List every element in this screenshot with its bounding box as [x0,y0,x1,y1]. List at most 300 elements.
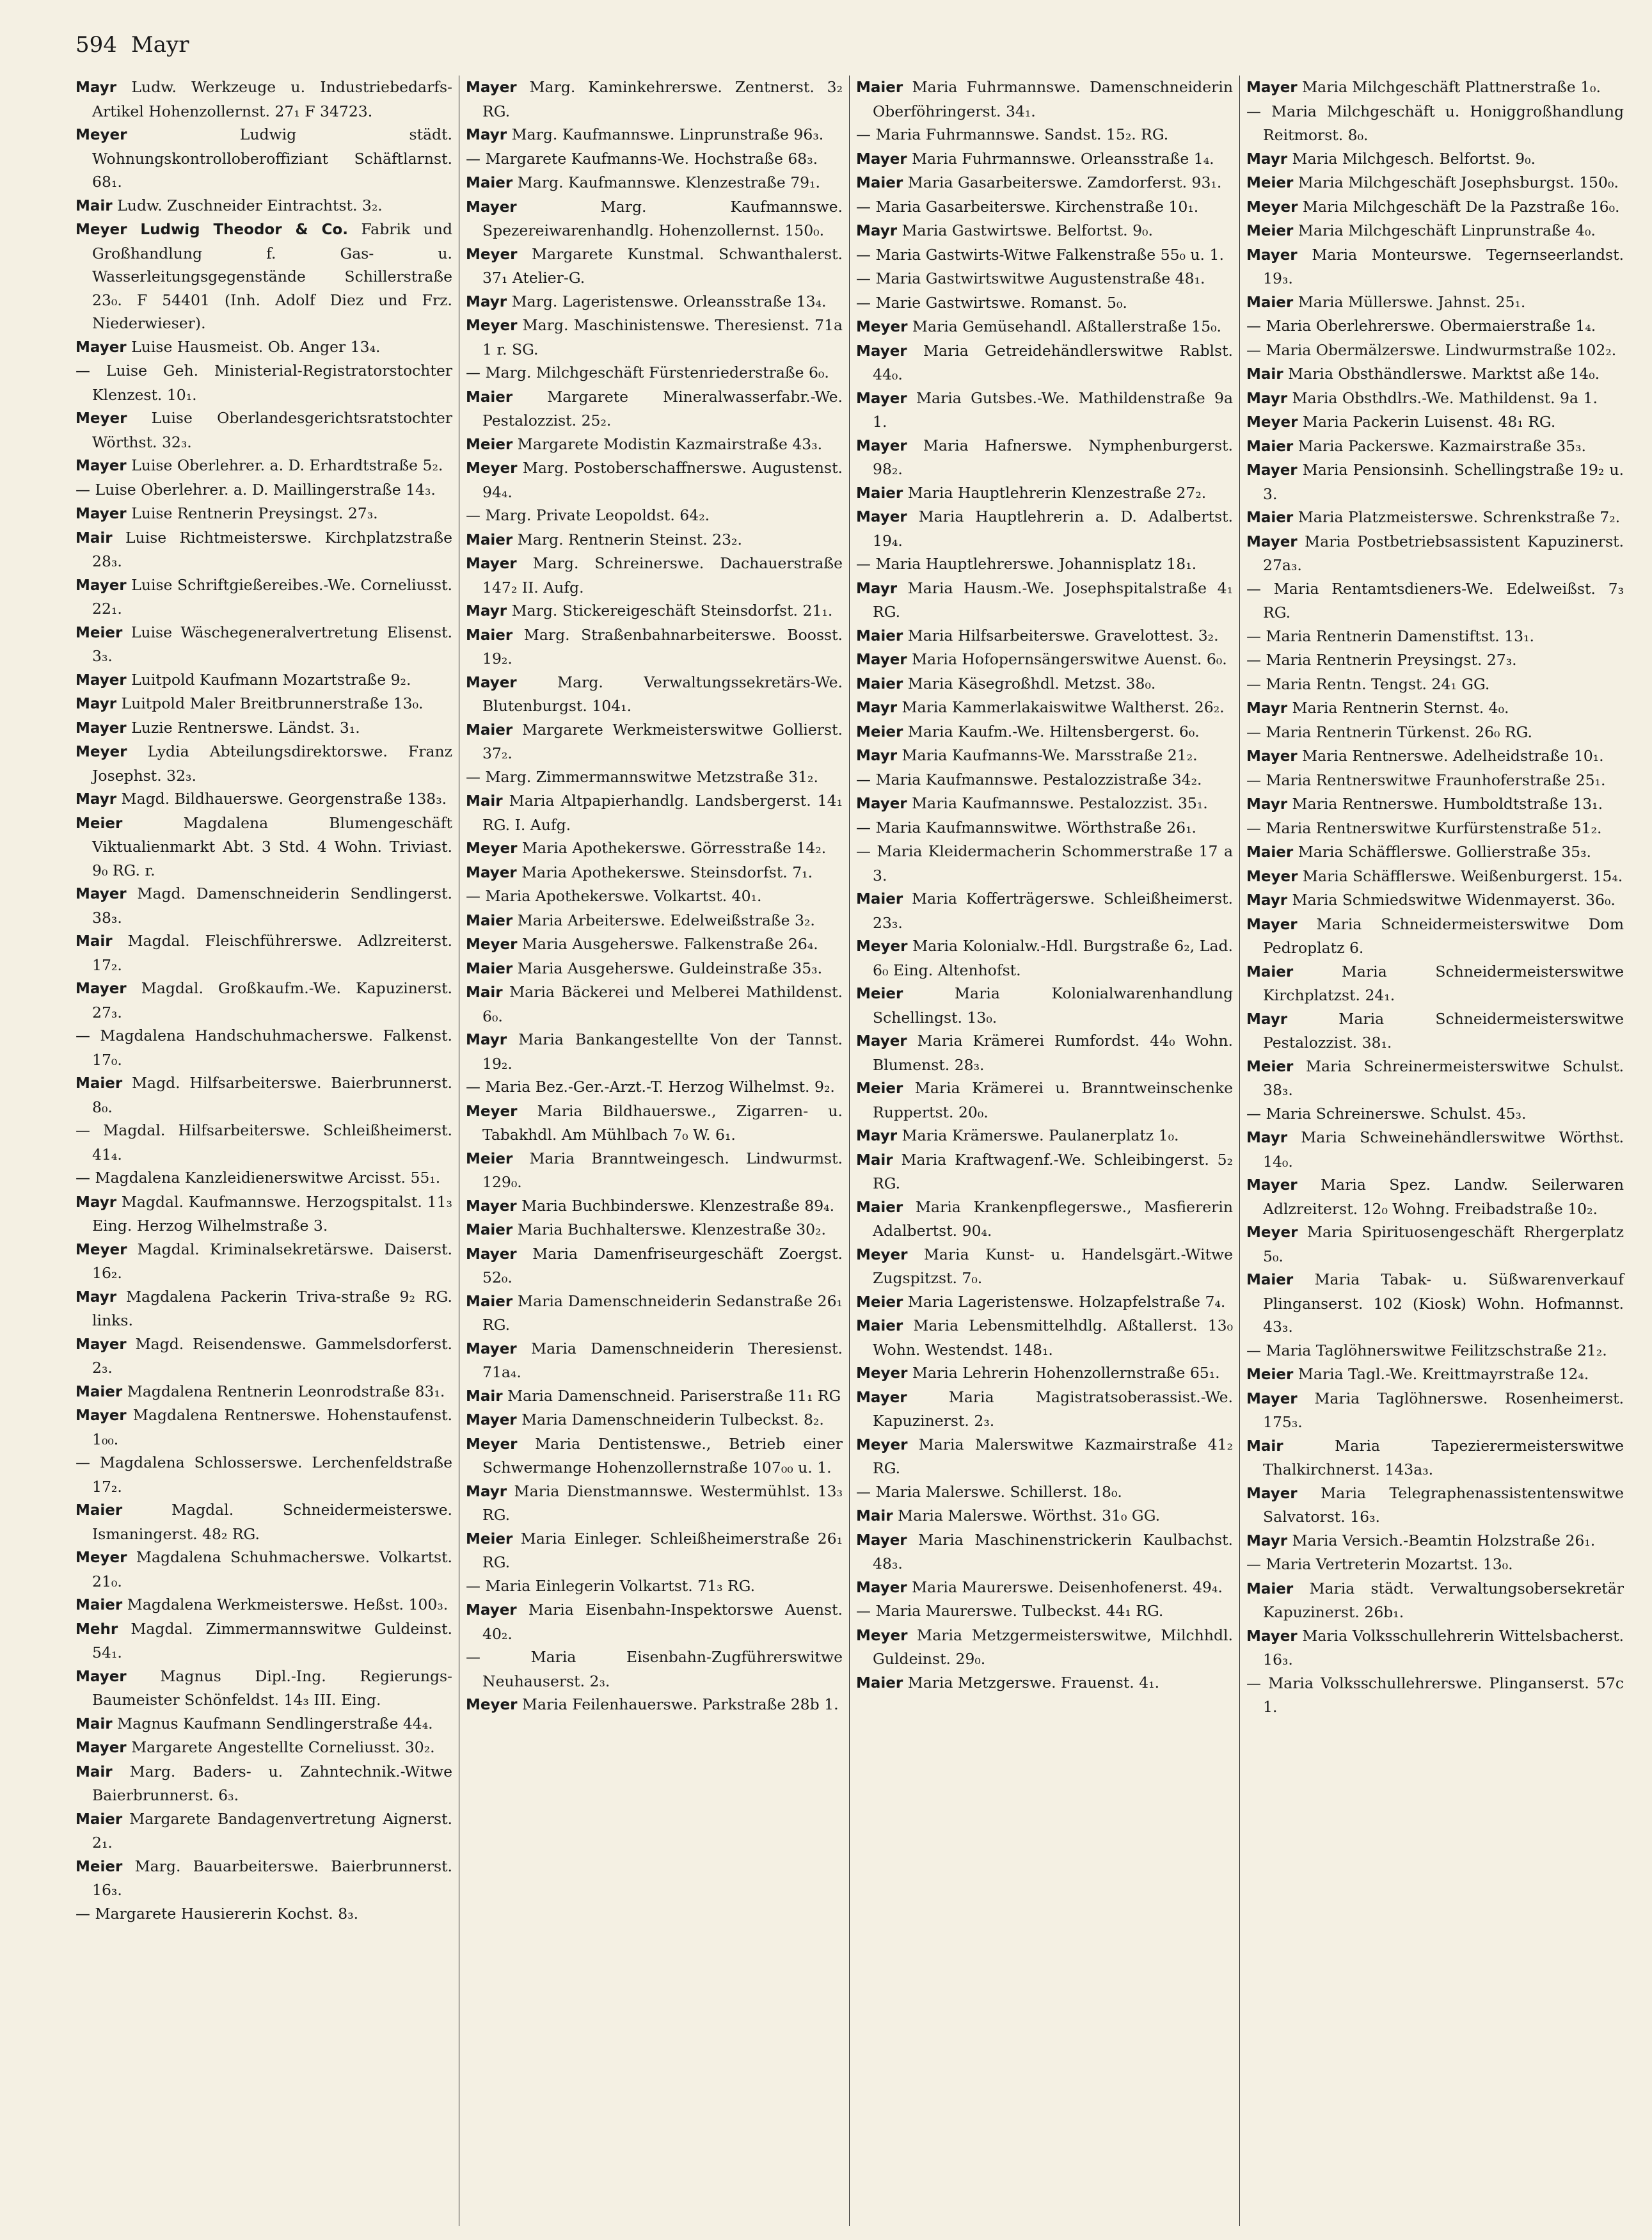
directory-entry [466,76,843,123]
directory-entry [466,123,843,147]
entry-details: Maria Krämerei u. Branntweinschenke Ruppertst. 20₀. [873,1079,1233,1121]
entry-details: Maria Milchgesch. Belfortst. 9₀. [1292,149,1536,168]
directory-entry [75,1024,452,1071]
entry-details: Maria Kammerlakaiswitwe Waltherst. 26₂. [901,698,1225,716]
entry-surname: Mayr [75,791,117,808]
directory-entry [856,744,1233,768]
directory-entry [466,1645,843,1693]
entry-surname: — [1246,1342,1261,1359]
directory-entry [856,792,1233,816]
entry-surname: Mehr [75,1620,118,1638]
entry-details: Maria Lebensmittelhdlg. Aßtallerst. 13₀ Wohn. Westendst. 148₁. [873,1316,1233,1359]
entry-surname: Maier [856,627,903,644]
directory-entry [856,768,1233,792]
entry-surname: Mayer [856,437,907,454]
entry-details: Maria Pensionsinh. Schellingstraße 19₂ u. 3. [1263,461,1624,503]
entry-surname: Maier [75,1502,123,1519]
entry-surname: Mayer [1246,1390,1298,1407]
directory-entry [1246,387,1624,411]
directory-entry [1246,1126,1624,1173]
directory-entry [466,385,843,433]
entry-details: Maria Oberlehrerswe. Obermaierstraße 1₄. [1266,317,1596,335]
directory-entry [75,1617,452,1665]
entry-details: Maria Fuhrmannswe. Orleansstraße 1₄. [912,149,1214,168]
directory-entry [856,243,1233,268]
entry-details: Maria Hafnerswe. Nymphenburgerst. 98₂. [873,436,1233,478]
entry-details: Magdal. Kaufmannswe. Herzogspitalst. 11₃ Eing. Herzog Wilhelmstraße 3. [92,1192,452,1235]
entry-surname: Maier [1246,294,1294,311]
directory-entry [856,1124,1233,1148]
entry-details: Magdalena Handschuhmacherswe. Falkenst. 17₀. [92,1027,452,1069]
entry-details: Lydia Abteilungsdirektorswe. Franz Josephst. 32₃. [92,742,452,785]
entry-details: Maria Milchgeschäft Plattnerstraße 1₀. [1302,78,1601,96]
entry-details: Marg. Zimmermannswitwe Metzstraße 31₂. [485,767,818,786]
entry-details: Maria Telegraphenassistentenswitwe Salvatorst. 16₃. [1263,1484,1624,1526]
directory-entry [856,840,1233,887]
entry-surname: Mayer [1246,1177,1298,1194]
entry-surname: Maier [75,1811,123,1828]
entry-surname: Meyer [466,246,518,263]
entry-details: Maria Rentnerswitwe Kurfürstenstraße 51₂. [1266,819,1602,837]
directory-entry [466,504,843,528]
entry-surname: — [856,771,871,788]
entry-details: Marg. Kaufmannswe. Linprunstraße 96₃. [511,125,824,143]
entry-details: Margarete Kunstmal. Schwanthalerst. 37₁ Atelier-G. [482,244,843,287]
entry-details: Magd. Bildhauerswe. Georgenstraße 138₃. [121,790,447,808]
directory-entry [466,1337,843,1384]
entry-surname: — [466,769,481,786]
entry-surname: — [856,246,871,264]
directory-entry [856,552,1233,577]
entry-surname: Meier [75,815,123,832]
directory-entry [466,1527,843,1574]
entry-surname: Mayer [856,390,907,407]
directory-entry [75,526,452,573]
entry-details: Maria Ausgeherswe. Guldeinstraße 35₃. [517,959,823,977]
entry-surname: Mayr [466,1483,507,1500]
directory-entry [856,1314,1233,1361]
entry-details: Maria Malerswe. Schillerst. 18₀. [875,1482,1122,1501]
entry-details: Maria Bildhauerswe., Zigarren- u. Tabakhdl. Am Mühlbach 7₀ W. 6₁. [482,1101,843,1144]
entry-surname: Maier [1246,963,1294,980]
entry-surname: — [1246,580,1261,598]
directory-entry [1246,1387,1624,1434]
entry-surname: Mair [466,1388,503,1405]
entry-details: Maria Rentamtsdieners-We. Edelweißst. 7₃ RG. [1263,579,1624,621]
directory-entry [856,577,1233,624]
entry-surname: Meyer [466,936,518,953]
entry-surname: Mayr [466,127,507,143]
entry-details: Maria Gasarbeiterswe. Kirchenstraße 10₁. [875,197,1199,216]
entry-details: Maria Krämerswe. Paulanerplatz 1₀. [901,1126,1179,1144]
directory-entry [466,147,843,172]
directory-entry [856,982,1233,1029]
entry-surname: — [466,1649,481,1666]
entry-surname: Meyer [466,1697,518,1713]
entry-details: Magdal. Zimmermannswitwe Guldeinst. 54₁. [92,1619,452,1661]
directory-entry [1246,1220,1624,1268]
entry-details: Maria Altpapierhandlg. Landsbergerst. 14₁ RG. I. Aufg. [482,792,843,834]
directory-entry [856,1480,1233,1505]
entry-details: Luise Geh. Ministerial-Registratorstochter Klenzest. 10₁. [92,362,452,404]
entry-surname: Meyer [466,1103,518,1120]
entry-details: Maria Rentnerin Türkenst. 26₀ RG. [1266,723,1533,741]
directory-entry [75,1736,452,1760]
directory-entry [75,929,452,977]
directory-entry [1246,458,1624,506]
entry-details: Margarete Hausiererin Kochst. 8₃. [95,1904,359,1923]
directory-entry [1246,195,1624,220]
directory-entry [466,932,843,957]
entry-surname: Mayr [1246,700,1288,717]
entry-surname: Meier [1246,1058,1294,1075]
directory-entry [75,1807,452,1855]
entry-details: Maria Dentistenswe., Betrieb einer Schwermange Hohenzollernstraße 107₀₀ u. 1. [482,1434,843,1476]
entry-surname: Maier [1246,1580,1294,1597]
directory-entry [466,314,843,361]
entry-surname: Mayer [466,198,517,216]
directory-entry [1246,171,1624,195]
entry-details: Magdalena Blumengeschäft Viktualienmarkt Abt. 3 Std. 4 Wohn. Triviast. 9₀ RG. r. [92,813,452,879]
directory-entry [466,861,843,885]
directory-entry [466,433,843,457]
directory-entry [1246,362,1624,387]
directory-entry [856,315,1233,339]
entry-surname: Maier [856,484,903,502]
entry-surname: Mayer [1246,533,1298,550]
directory-entry [466,171,843,195]
entry-surname: Meyer [856,938,908,955]
directory-entry [1246,625,1624,649]
entry-surname: Mayr [75,1288,117,1306]
directory-entry [856,1076,1233,1124]
entry-surname: — [75,1028,90,1044]
directory-entry [1246,1624,1624,1672]
entry-surname: Mayr [75,79,117,96]
entry-surname: Meier [856,1293,903,1311]
entry-surname: Maier [856,175,903,191]
directory-entry [1246,506,1624,530]
entry-surname: — [75,363,90,380]
directory-entry [1246,1529,1624,1553]
entry-surname: Mayer [75,886,127,902]
directory-entry [856,1528,1233,1576]
entry-surname: Mair [1246,366,1283,383]
directory-entry [856,1504,1233,1528]
entry-details: Ludw. Werkzeuge u. Industriebedarfs-Artikel Hohenzollernst. 27₁ F 34723. [92,78,452,120]
entry-details: Marg. Lageristenswe. Orleansstraße 13₄. [511,292,827,310]
entry-surname: Meier [466,1530,513,1548]
directory-entry [856,720,1233,744]
entry-details: Luzie Rentnerswe. Ländst. 3₁. [131,718,360,737]
entry-details: Maria Rentn. Tengst. 24₁ GG. [1266,675,1490,693]
entry-details: Marg. Baders- u. Zahntechnik.-Witwe Baierbrunnerst. 6₃. [92,1762,452,1804]
entry-details: Maria Damenschneiderin Tulbeckst. 8₂. [521,1411,824,1428]
directory-entry [856,1599,1233,1624]
entry-surname: Meier [1246,223,1294,239]
column-2 [459,76,850,2226]
entry-surname: Maier [856,1674,903,1692]
directory-entry [856,434,1233,481]
entry-surname: — [856,819,871,836]
directory-entry [75,123,452,194]
directory-entry [75,1119,452,1166]
entry-details: Maria Hilfsarbeiterswe. Gravelottest. 3₂. [907,626,1219,644]
entry-details: Maria Apothekerswe. Volkartst. 40₁. [485,887,762,905]
entry-details: Maria Lageristenswe. Holzapfelstraße 7₄. [907,1292,1226,1311]
entry-surname: Meyer [75,410,127,427]
directory-entry [75,812,452,883]
entry-surname: Meier [1246,1366,1294,1383]
entry-details: Marg. Rentnerin Steinst. 23₂. [517,530,742,548]
entry-details: Maria Schäfflerswe. Gollierstraße 35₃. [1298,843,1592,861]
entry-details: Maria Rentnerin Preysingst. 27₃. [1266,651,1517,669]
entry-surname: Meier [75,624,123,641]
entry-details: Marg. Stickereigeschäft Steinsdorfst. 21₁. [511,602,833,620]
directory-entry [75,621,452,668]
directory-entry [856,1386,1233,1433]
entry-details: Magdalena Schuhmacherswe. Volkartst. 21₀. [92,1548,452,1590]
entry-details: Maria Schneidermeisterswitwe Pestalozzist. 38₁. [1263,1009,1624,1052]
directory-entry [856,123,1233,147]
entry-details: Luise Rentnerin Preysingst. 27₃. [131,504,378,522]
entry-surname: Mayr [1246,150,1288,168]
directory-entry [466,1218,843,1242]
entry-surname: Maier [466,388,513,406]
entry-surname: Mayer [466,674,517,691]
entry-details: Marg. Schreinerswe. Dachauerstraße 147₂ II. Aufg. [482,554,843,596]
page-header [75,32,189,70]
directory-entry [466,1480,843,1527]
entry-details: Margarete Werkmeisterswitwe Gollierst. 37₂. [482,720,843,762]
directory-entry [1246,792,1624,817]
directory-entry [466,1432,843,1480]
entry-details: Maria Kaufmannswe. Pestalozzist. 35₁. [912,794,1208,812]
entry-details: Maria Obsthändlerswe. Marktst aße 14₀. [1288,365,1600,383]
entry-details: Maria Gutsbes.-We. Mathildenstraße 9a 1. [873,388,1233,431]
entry-surname: Meyer [75,1241,127,1258]
entry-surname: Meier [466,436,513,453]
directory-entry [75,335,452,360]
entry-details: Maria Spirituosengeschäft Rhergerplatz 5₀. [1263,1223,1624,1265]
directory-entry [75,1665,452,1712]
entry-details: Maria Krankenpflegerswe., Masfiererin Adalbertst. 90₄. [873,1197,1233,1240]
directory-entry [466,552,843,599]
entry-surname: Meyer [466,317,518,334]
entry-details: Luise Richtmeisterswe. Kirchplatzstraße 28₃. [92,528,452,570]
directory-entry [75,1238,452,1285]
directory-entry [466,623,843,671]
entry-surname: Mayer [1246,1485,1298,1502]
directory-entry [856,887,1233,934]
entry-surname: Meier [856,986,903,1002]
entry-details: Maria Schmiedswitwe Widenmayerst. 36₀. [1292,891,1616,909]
entry-details: Maria Fuhrmannswe. Damenschneiderin Oberföhringerst. 34₁. [873,78,1233,120]
entry-surname: — [856,556,871,573]
directory-entry [466,195,843,243]
entry-details: Maria Ausgeherswe. Falkenstraße 26₄. [521,935,818,953]
entry-details: Maria Kunst- u. Handelsgärt.-Witwe Zugspitzst. 7₀. [873,1245,1233,1287]
directory-entry [75,573,452,621]
entry-surname: Mair [75,197,113,214]
directory-entry [75,1071,452,1119]
entry-surname: Mayr [75,1194,117,1211]
entry-details: Marg. Kaminkehrerswe. Zentnerst. 3₂ RG. [482,78,843,120]
entry-surname: — [466,150,481,168]
entry-details: Maria Kolonialwarenhandlung Schellingst. 13₀. [873,984,1233,1027]
entry-surname: — [1246,628,1261,645]
entry-surname: Mayer [856,1389,907,1406]
entry-details: Maria Packerin Luisenst. 48₁ RG. [1302,413,1556,431]
entry-surname: Mayer [856,652,907,668]
entry-details: Maria Metzgerswe. Frauenst. 4₁. [907,1673,1160,1692]
entry-surname: Mayer [75,980,127,997]
entry-details: Maria Krämerei Rumfordst. 44₀ Wohn. Blumenst. 28₃. [873,1032,1233,1074]
directory-entry [466,1384,843,1409]
entry-details: Maria Damenschneiderin Sedanstraße 26₁ RG. [482,1292,843,1334]
entry-surname: — [856,198,871,216]
entry-details: Marie Gastwirtswe. Romanst. 5₀. [875,293,1127,312]
entry-details: Maria Hauptlehrerin Klenzestraße 27₂. [907,483,1207,502]
directory-entry [1246,76,1624,100]
entry-surname: — [466,1578,481,1595]
entry-details: Margarete Modistin Kazmairstraße 43₃. [517,435,823,453]
entry-surname: Mayer [1246,748,1298,765]
entry-details: Maria Tagl.-We. Kreittmayrstraße 12₄. [1298,1365,1589,1383]
entry-surname: — [856,844,871,860]
entry-details: Maria Metzgermeisterswitwe, Milchhdl. Guldeinst. 29₀. [873,1626,1233,1668]
entry-details: Maria Dienstmannswe. Westermühlst. 13₃ RG. [482,1482,843,1524]
entry-details: Luise Oberlehrer. a. D. Erhardtstraße 5₂. [131,456,443,474]
directory-entry [466,599,843,623]
entry-details: Maria Einleger. Schleißheimerstraße 26₁ RG. [482,1529,843,1571]
entry-details: Marg. Straßenbahnarbeiterswe. Boosst. 19₂. [482,625,843,668]
entry-details: Maria Kraftwagenf.-We. Schleibingerst. 5₂ RG. [873,1150,1233,1192]
directory-entry [466,957,843,981]
directory-entry [856,816,1233,840]
directory-entry [1246,960,1624,1007]
entry-details: Maria Feilenhauerswe. Parkstraße 28b 1. [521,1695,839,1713]
entry-details: Maria Bäckerei und Melberei Mathildenst. 6₀. [482,983,843,1025]
directory-entry [466,1408,843,1432]
entry-surname: Mayer [75,339,127,356]
directory-entry [1246,291,1624,315]
entry-surname: Maier [466,175,513,191]
entry-details: Maria Hauptlehrerswe. Johannisplatz 18₁. [875,555,1197,573]
directory-entry [1246,865,1624,889]
entry-details: Maria städt. Verwaltungsobersekretär Kapuzinerst. 26b₁. [1263,1579,1624,1621]
entry-details: Maria Buchbinderswe. Klenzestraße 89₄. [521,1196,835,1215]
directory-entry [1246,314,1624,339]
entry-details: Maria Magistratsoberassist.-We. Kapuzinerst. 2₃. [873,1388,1233,1430]
entry-surname: — [1246,103,1261,120]
directory-entry [466,789,843,836]
directory-entry [75,76,452,123]
entry-surname: — [856,294,871,312]
directory-entry [1246,769,1624,793]
entry-surname: Maier [856,1318,903,1334]
entry-surname: Mayer [466,1412,517,1428]
entry-surname: Maier [856,1199,903,1216]
directory-entry [856,1243,1233,1290]
directory-entry [1246,648,1624,673]
entry-details: Magnus Kaufmann Sendlingerstraße 44₄. [117,1714,433,1732]
directory-entry [1246,100,1624,147]
directory-entry [856,76,1233,123]
entry-details: Luise Wäschegeneralvertretung Elisenst. 3₃. [92,623,452,665]
entry-details: Maria Gemüsehandl. Aßtallerstraße 15₀. [912,317,1221,335]
entry-surname: — [1246,318,1261,335]
directory-entry [1246,1482,1624,1529]
directory-entry [75,1760,452,1807]
entry-details: Margarete Kaufmanns-We. Hochstraße 68₃. [485,149,818,168]
entry-surname: Maier [1246,844,1294,861]
entry-surname: Maier [1246,1272,1294,1288]
entry-details: Maria Packerswe. Kazmairstraße 35₃. [1298,436,1586,455]
directory-entry [466,361,843,385]
directory-entry [1246,577,1624,625]
entry-surname: Mayer [856,1033,907,1050]
directory-entry [1246,840,1624,865]
entry-details: Magdalena Rentnerin Leonrodstraße 83₁. [127,1382,445,1400]
directory-entry [466,836,843,861]
directory-entry [466,1075,843,1100]
directory-entry [466,243,843,290]
entry-details: Maria Gasarbeiterswe. Zamdorferst. 93₁. [907,173,1222,191]
directory-entry [1246,1553,1624,1577]
entry-details: Luise Hausmeist. Ob. Anger 13₄. [131,337,381,356]
entry-surname: Meyer [75,1549,127,1566]
entry-details: Maria Spez. Landw. Seilerwaren Adlzreiterst. 12₀ Wohng. Freibadstraße 10₂. [1263,1176,1624,1218]
directory-entry [466,1028,843,1075]
entry-details: Maria Hofopernsängerswitwe Auenst. 6₀. [912,650,1227,668]
entry-details: Marg. Private Leopoldst. 64₂. [485,506,710,524]
entry-surname: Meyer [1246,414,1298,431]
entry-surname: Maier [466,1293,513,1310]
directory-entry [1246,435,1624,459]
entry-surname: Mayer [856,150,907,168]
entry-details: Maria Malerswe. Wörthst. 31₀ GG. [898,1507,1161,1524]
directory-entry [466,765,843,790]
entry-surname: Mayr [1246,390,1288,407]
entry-details: Maria Tabak- u. Süßwarenverkauf Plinganserst. 102 (Kiosk) Wohn. Hofmannst. 43₃. [1263,1270,1624,1336]
entry-surname: — [1246,724,1261,741]
directory-entry [75,1166,452,1190]
entry-details: Maria Gastwirtswe. Belfortst. 9₀. [901,221,1153,239]
entry-details: Maria Volksschullehrerswe. Plinganserst. 57c 1. [1263,1674,1624,1716]
entry-surname: Meyer [856,1365,908,1382]
directory-entry [856,387,1233,434]
entry-details: Maria Müllerswe. Jahnst. 25₁. [1298,292,1526,311]
entry-surname: — [1246,342,1261,359]
directory-entry [466,1242,843,1290]
directory-entry [1246,1339,1624,1363]
entry-surname: Meyer [856,1436,908,1453]
directory-entry [75,1902,452,1926]
entry-details: Marg. Verwaltungssekretärs-We. Blutenburgst. 104₁. [482,673,843,715]
entry-details: Maria Rentnerin Sternst. 4₀. [1292,699,1509,717]
entry-surname: Mayer [75,577,127,594]
entry-surname: Mair [466,984,503,1001]
entry-surname: Mayer [856,1579,907,1596]
directory-entry [75,882,452,929]
entry-surname: Mair [856,1151,893,1169]
entry-details: Magdal. Kriminalsekretärswe. Daiserst. 16₂. [92,1240,452,1282]
directory-entry [75,1404,452,1451]
entry-details: Magnus Dipl.-Ing. Regierungs-Baumeister Schönfeldst. 14₃ III. Eing. [92,1667,452,1709]
entry-details: Magd. Damenschneiderin Sendlingerst. 38₃. [92,884,452,927]
entry-surname: Maier [466,1222,513,1238]
